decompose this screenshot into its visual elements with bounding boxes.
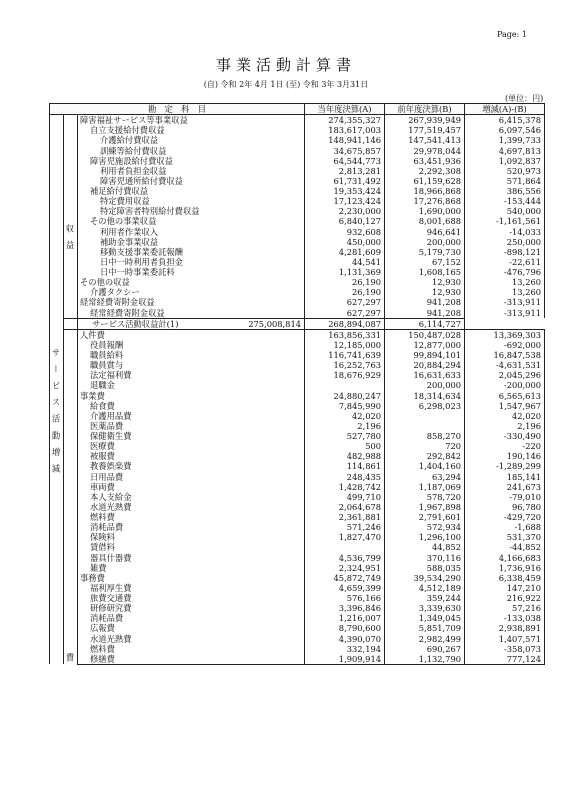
previous-year-amount — [385, 421, 465, 431]
table-row — [50, 421, 545, 431]
previous-year-amount: 200,000 — [385, 380, 465, 390]
table-row — [50, 360, 545, 370]
table-row — [50, 542, 545, 552]
account-name: 旅費交通費 — [78, 593, 305, 603]
table-row — [50, 411, 545, 421]
table-row — [50, 196, 545, 206]
table-row — [50, 206, 545, 216]
difference-amount: 57,216 — [465, 603, 545, 613]
current-year-amount: 527,780 — [305, 431, 385, 441]
table-row — [50, 532, 545, 542]
account-name: 消耗品費 — [78, 613, 305, 623]
table-row — [50, 623, 545, 633]
account-name: 修繕費 — [78, 654, 305, 665]
difference-amount: -429,720 — [465, 512, 545, 522]
difference-amount: -79,010 — [465, 492, 545, 502]
current-year-amount: 450,000 — [305, 237, 385, 247]
table-row — [50, 257, 545, 267]
statement-body — [50, 115, 545, 665]
account-name: サービス活動収益計(1) — [64, 318, 78, 329]
previous-year-amount: 4,512,189 — [385, 583, 465, 593]
account-name: 保険料 — [78, 532, 305, 542]
difference-amount: 2,938,891 — [465, 623, 545, 633]
current-year-amount: 61,731,492 — [305, 176, 385, 186]
current-year-amount: 482,988 — [305, 451, 385, 461]
previous-year-amount: 941,208 — [385, 297, 465, 307]
table-row — [50, 512, 545, 522]
previous-year-amount: 63,451,936 — [385, 156, 465, 166]
account-name: 介護タクシー — [78, 287, 305, 297]
previous-year-amount: 12,877,000 — [385, 340, 465, 350]
account-name: 被服費 — [78, 451, 305, 461]
current-year-amount: 34,675,857 — [305, 146, 385, 156]
previous-year-amount: 588,035 — [385, 563, 465, 573]
account-name: 職員給料 — [78, 350, 305, 360]
table-row — [50, 370, 545, 380]
difference-amount: 250,000 — [465, 237, 545, 247]
difference-amount: -358,073 — [465, 644, 545, 654]
current-year-amount: 44,541 — [305, 257, 385, 267]
current-year-amount: 116,741,639 — [305, 350, 385, 360]
account-name: 退職金 — [78, 380, 305, 390]
account-name: 障害福祉サービス等事業収益 — [78, 115, 305, 126]
previous-year-amount: 6,298,023 — [385, 401, 465, 411]
category-income: 収 益 — [64, 115, 78, 319]
previous-year-amount: 16,631,633 — [385, 370, 465, 380]
account-name: 職員賞与 — [78, 360, 305, 370]
current-year-amount: 2,813,281 — [305, 166, 385, 176]
difference-amount: 571,864 — [465, 176, 545, 186]
table-row — [50, 644, 545, 654]
difference-amount: -4,631,531 — [465, 360, 545, 370]
current-year-amount: 163,856,331 — [305, 329, 385, 340]
previous-year-amount: 1,404,160 — [385, 461, 465, 471]
account-name: 医薬品費 — [78, 421, 305, 431]
header-previous: 前年度決算(B) — [385, 104, 465, 115]
table-row — [50, 216, 545, 226]
account-name: 水道光熱費 — [78, 634, 305, 644]
table-row — [50, 391, 545, 401]
previous-year-amount: 359,244 — [385, 593, 465, 603]
table-row — [50, 441, 545, 451]
previous-year-amount: 18,314,634 — [385, 391, 465, 401]
previous-year-amount: 720 — [385, 441, 465, 451]
previous-year-amount: 1,690,000 — [385, 206, 465, 216]
table-row — [50, 401, 545, 411]
previous-year-amount: 2,292,308 — [385, 166, 465, 176]
table-row — [50, 613, 545, 623]
table-row — [50, 573, 545, 583]
account-name: 本人支給金 — [78, 492, 305, 502]
previous-year-amount: 200,000 — [385, 237, 465, 247]
document-title: 事業活動計算書 — [215, 56, 356, 74]
account-name: 経常経費寄附金収益 — [78, 297, 305, 307]
account-name: 福利厚生費 — [78, 583, 305, 593]
previous-year-amount: 61,159,628 — [385, 176, 465, 186]
current-year-amount: 45,872,749 — [305, 573, 385, 583]
account-name: 介護用品費 — [78, 411, 305, 421]
table-row — [50, 492, 545, 502]
account-name: 日中一時利用者負担金 — [78, 257, 305, 267]
account-name: 事務費 — [78, 573, 305, 583]
previous-year-amount: 12,930 — [385, 287, 465, 297]
current-year-amount: 2,324,951 — [305, 563, 385, 573]
difference-amount: -1,688 — [465, 522, 545, 532]
account-name: 補足給付費収益 — [78, 186, 305, 196]
previous-year-amount: 946,641 — [385, 227, 465, 237]
difference-amount: 190,146 — [465, 451, 545, 461]
account-name: 障害児施設給付費収益 — [78, 156, 305, 166]
previous-year-amount: 147,541,413 — [385, 135, 465, 145]
difference-amount: 4,166,683 — [465, 553, 545, 563]
previous-year-amount: 5,851,709 — [385, 623, 465, 633]
difference-amount: 6,565,613 — [465, 391, 545, 401]
account-name: 車両費 — [78, 482, 305, 492]
account-name: 特定費用収益 — [78, 196, 305, 206]
difference-amount: 2,045,296 — [465, 370, 545, 380]
account-name: 水道光熱費 — [78, 502, 305, 512]
difference-amount: -153,444 — [465, 196, 545, 206]
previous-year-amount: 20,884,294 — [385, 360, 465, 370]
previous-year-amount: 1,132,790 — [385, 654, 465, 665]
table-row — [50, 461, 545, 471]
account-name: 広報費 — [78, 623, 305, 633]
account-name: 雑費 — [78, 563, 305, 573]
current-year-amount: 42,020 — [305, 411, 385, 421]
current-year-amount: 332,194 — [305, 644, 385, 654]
current-year-amount: 1,909,914 — [305, 654, 385, 665]
account-name: 役員報酬 — [78, 340, 305, 350]
current-year-amount: 7,845,990 — [305, 401, 385, 411]
account-name: 器具什器費 — [78, 553, 305, 563]
current-year-amount: 26,190 — [305, 287, 385, 297]
previous-year-amount: 29,978,044 — [385, 146, 465, 156]
table-row — [50, 125, 545, 135]
current-year-amount: 4,659,399 — [305, 583, 385, 593]
difference-amount: 540,000 — [465, 206, 545, 216]
table-row — [50, 340, 545, 350]
current-year-amount: 932,608 — [305, 227, 385, 237]
table-row — [50, 634, 545, 644]
header-diff: 増減(A)-(B) — [465, 104, 545, 115]
table-row — [50, 451, 545, 461]
previous-year-amount: 8,001,688 — [385, 216, 465, 226]
difference-amount: 1,407,571 — [465, 634, 545, 644]
account-name: 医療費 — [78, 441, 305, 451]
previous-year-amount: 1,296,100 — [385, 532, 465, 542]
current-year-amount: 1,216,007 — [305, 613, 385, 623]
difference-amount: -44,852 — [465, 542, 545, 552]
difference-amount: -133,038 — [465, 613, 545, 623]
account-name: 障害児通所給付費収益 — [78, 176, 305, 186]
account-name: 保健衛生費 — [78, 431, 305, 441]
table-row — [50, 553, 545, 563]
current-year-amount: 1,428,742 — [305, 482, 385, 492]
previous-year-amount: 858,270 — [385, 431, 465, 441]
previous-year-amount: 2,982,499 — [385, 634, 465, 644]
previous-year-amount: 12,930 — [385, 277, 465, 287]
current-year-amount: 500 — [305, 441, 385, 451]
previous-year-amount: 177,519,457 — [385, 125, 465, 135]
current-year-amount: 8,790,600 — [305, 623, 385, 633]
difference-amount: 520,973 — [465, 166, 545, 176]
current-year-amount: 3,396,846 — [305, 603, 385, 613]
difference-amount: 6,415,378 — [465, 115, 545, 126]
table-row — [50, 115, 545, 126]
current-year-amount: 2,196 — [305, 421, 385, 431]
difference-amount: -200,000 — [465, 380, 545, 390]
account-name: 日中一時事業委託料 — [78, 267, 305, 277]
account-name: 燃料費 — [78, 512, 305, 522]
current-year-amount: 627,297 — [305, 297, 385, 307]
difference-amount: 216,922 — [465, 593, 545, 603]
account-name: 事業費 — [78, 391, 305, 401]
difference-amount: 2,196 — [465, 421, 545, 431]
current-year-amount: 571,246 — [305, 522, 385, 532]
page-number: Page: 1 — [497, 30, 527, 39]
previous-year-amount: 17,276,868 — [385, 196, 465, 206]
previous-year-amount: 370,116 — [385, 553, 465, 563]
table-row — [50, 227, 545, 237]
table-row — [50, 297, 545, 307]
income-total-row — [50, 318, 545, 329]
previous-year-amount: 5,179,730 — [385, 247, 465, 257]
accounting-period: (自) 令和 2年 4月 1日 (至) 令和 3年 3月31日 — [203, 80, 369, 89]
current-year-amount: 2,361,881 — [305, 512, 385, 522]
account-name: 消耗品費 — [78, 522, 305, 532]
header-row — [50, 104, 545, 115]
current-year-amount: 4,390,070 — [305, 634, 385, 644]
current-year-amount: 12,185,000 — [305, 340, 385, 350]
account-name: 訓練等給付費収益 — [78, 146, 305, 156]
account-name: 利用者負担金収益 — [78, 166, 305, 176]
current-year-amount: 26,190 — [305, 277, 385, 287]
table-row — [50, 247, 545, 257]
current-year-amount — [305, 542, 385, 552]
difference-amount: 531,370 — [465, 532, 545, 542]
difference-amount: 386,556 — [465, 186, 545, 196]
previous-year-amount: 39,534,290 — [385, 573, 465, 583]
difference-amount: 6,097,546 — [465, 125, 545, 135]
previous-year-amount: 1,967,898 — [385, 502, 465, 512]
table-row — [50, 277, 545, 287]
header-current: 当年度決算(A) — [305, 104, 385, 115]
account-name: 人件費 — [78, 329, 305, 340]
current-year-amount: 627,297 — [305, 308, 385, 319]
current-year-amount: 499,710 — [305, 492, 385, 502]
account-name: その他の事業収益 — [78, 216, 305, 226]
table-row — [50, 186, 545, 196]
current-year-amount: 16,252,763 — [305, 360, 385, 370]
difference-amount: 16,847,538 — [465, 350, 545, 360]
current-year-amount: 2,230,000 — [305, 206, 385, 216]
previous-year-amount: 2,791,601 — [385, 512, 465, 522]
difference-amount: -476,796 — [465, 267, 545, 277]
difference-amount: 241,673 — [465, 482, 545, 492]
account-name: 補助金事業収益 — [78, 237, 305, 247]
difference-amount: -898,121 — [465, 247, 545, 257]
table-row — [50, 563, 545, 573]
current-year-amount: 2,064,678 — [305, 502, 385, 512]
account-name: 賃借料 — [78, 542, 305, 552]
difference-amount: 1,092,837 — [465, 156, 545, 166]
table-row — [50, 380, 545, 390]
current-year-amount: 576,166 — [305, 593, 385, 603]
difference-amount: 4,697,813 — [465, 146, 545, 156]
difference-amount: -330,490 — [465, 431, 545, 441]
difference-amount: -220 — [465, 441, 545, 451]
current-year-amount: 6,840,127 — [305, 216, 385, 226]
account-name: 利用者作業収入 — [78, 227, 305, 237]
current-year-amount: 24,880,247 — [305, 391, 385, 401]
difference-amount: 1,547,967 — [465, 401, 545, 411]
account-name: 給食費 — [78, 401, 305, 411]
current-year-amount: 183,617,003 — [305, 125, 385, 135]
current-year-amount: 275,008,814 — [78, 318, 305, 329]
previous-year-amount: 63,294 — [385, 472, 465, 482]
difference-amount: 147,210 — [465, 583, 545, 593]
difference-amount: -1,289,299 — [465, 461, 545, 471]
previous-year-amount: 690,267 — [385, 644, 465, 654]
account-name: 燃料費 — [78, 644, 305, 654]
previous-year-amount: 18,966,868 — [385, 186, 465, 196]
account-name: 法定福利費 — [78, 370, 305, 380]
difference-amount: 13,260 — [465, 287, 545, 297]
current-year-amount: 1,131,369 — [305, 267, 385, 277]
current-year-amount: 248,435 — [305, 472, 385, 482]
difference-amount: 185,141 — [465, 472, 545, 482]
account-name: その他の収益 — [78, 277, 305, 287]
previous-year-amount: 268,894,087 — [305, 318, 385, 329]
account-name: 経常経費寄附金収益 — [78, 308, 305, 319]
difference-amount: 1,736,916 — [465, 563, 545, 573]
category-service-activity: サ ー ビ ス 活 動 増 減 — [50, 115, 64, 665]
table-row — [50, 267, 545, 277]
current-year-amount — [305, 380, 385, 390]
table-row — [50, 287, 545, 297]
table-row — [50, 593, 545, 603]
difference-amount: 6,338,459 — [465, 573, 545, 583]
current-year-amount: 4,281,609 — [305, 247, 385, 257]
difference-amount: 96,780 — [465, 502, 545, 512]
table-row — [50, 431, 545, 441]
previous-year-amount: 1,349,045 — [385, 613, 465, 623]
table-row — [50, 156, 545, 166]
previous-year-amount: 1,187,069 — [385, 482, 465, 492]
difference-amount: 42,020 — [465, 411, 545, 421]
previous-year-amount — [385, 411, 465, 421]
difference-amount: 13,260 — [465, 277, 545, 287]
current-year-amount: 4,536,799 — [305, 553, 385, 563]
difference-amount: -22,611 — [465, 257, 545, 267]
table-row — [50, 482, 545, 492]
current-year-amount: 274,355,327 — [305, 115, 385, 126]
account-name: 自立支援給付費収益 — [78, 125, 305, 135]
current-year-amount: 17,123,424 — [305, 196, 385, 206]
table-row — [50, 350, 545, 360]
category-expense: 費 — [64, 329, 78, 664]
table-row — [50, 166, 545, 176]
account-name: 介護給付費収益 — [78, 135, 305, 145]
account-name: 研修研究費 — [78, 603, 305, 613]
previous-year-amount: 99,894,101 — [385, 350, 465, 360]
account-name: 教養娯楽費 — [78, 461, 305, 471]
previous-year-amount: 578,720 — [385, 492, 465, 502]
previous-year-amount: 1,608,165 — [385, 267, 465, 277]
difference-amount: 777,124 — [465, 654, 545, 665]
current-year-amount: 18,676,929 — [305, 370, 385, 380]
table-row — [50, 603, 545, 613]
table-row — [50, 146, 545, 156]
previous-year-amount: 267,939,949 — [385, 115, 465, 126]
table-row — [50, 176, 545, 186]
current-year-amount: 19,353,424 — [305, 186, 385, 196]
difference-amount: 1,399,733 — [465, 135, 545, 145]
difference-amount: -14,033 — [465, 227, 545, 237]
difference-amount: -692,000 — [465, 340, 545, 350]
difference-amount: -313,911 — [465, 297, 545, 307]
table-row — [50, 237, 545, 247]
previous-year-amount: 572,934 — [385, 522, 465, 532]
previous-year-amount: 44,852 — [385, 542, 465, 552]
current-year-amount: 148,941,146 — [305, 135, 385, 145]
current-year-amount: 114,861 — [305, 461, 385, 471]
account-name: 日用品費 — [78, 472, 305, 482]
difference-amount: 6,114,727 — [385, 318, 465, 329]
table-row — [50, 329, 545, 340]
difference-amount: 13,369,303 — [465, 329, 545, 340]
currency-unit: (単位：円) — [505, 94, 544, 103]
difference-amount: -313,911 — [465, 308, 545, 319]
table-row — [50, 502, 545, 512]
statement-table — [49, 103, 545, 665]
table-row — [50, 308, 545, 319]
current-year-amount: 64,544,773 — [305, 156, 385, 166]
previous-year-amount: 941,208 — [385, 308, 465, 319]
previous-year-amount: 150,487,028 — [385, 329, 465, 340]
account-name: 移動支援事業委託報酬 — [78, 247, 305, 257]
table-row — [50, 472, 545, 482]
table-row — [50, 654, 545, 665]
difference-amount: -1,161,561 — [465, 216, 545, 226]
previous-year-amount: 67,152 — [385, 257, 465, 267]
table-row — [50, 583, 545, 593]
table-row — [50, 135, 545, 145]
header-item: 勘 定 科 目 — [50, 104, 305, 115]
account-name: 特定障害者特別給付費収益 — [78, 206, 305, 216]
table-row — [50, 522, 545, 532]
current-year-amount: 1,827,470 — [305, 532, 385, 542]
previous-year-amount: 292,842 — [385, 451, 465, 461]
previous-year-amount: 3,339,630 — [385, 603, 465, 613]
